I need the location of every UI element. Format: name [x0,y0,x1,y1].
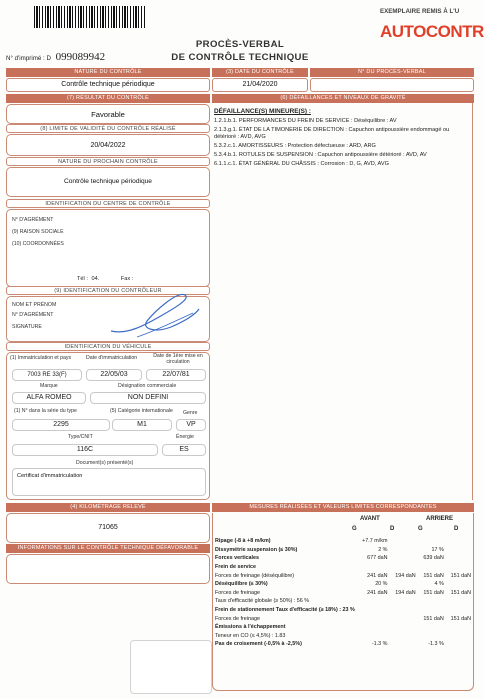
measure-value [355,614,388,623]
col-arriere: ARRIERE [426,516,454,522]
date-immat-value: 22/05/03 [86,369,142,381]
nature-box [6,78,210,92]
col-arriere-d: D [454,526,459,532]
measure-value: 241 daN [367,589,388,596]
defect-item: 5.3.4.b.1. ROTULES DE SUSPENSION : Capuchon antipoussière détérioré : AVD, AV [214,152,427,158]
tel-value: 04. [91,276,100,282]
measure-value [444,597,471,606]
measure-value [416,597,444,606]
measure-value [444,606,471,615]
measure-value: 17 % [431,546,444,553]
measure-value [444,623,471,632]
genre-value: VP [176,419,206,431]
measure-value [444,546,471,555]
measure-value: +7.7 m/km [362,538,388,545]
col-avant: AVANT [360,516,380,522]
date-header: (3) DATE DU CONTRÔLE [212,68,308,77]
center-phone-row [77,276,133,282]
measure-value: 194 daN [395,572,416,579]
measure-value: 151 daN [423,572,444,579]
serial-value: 2295 [12,419,110,431]
measure-label: Forces de freinage (déséquilibre) [215,572,295,579]
defects-header: (6) DÉFAILLANCES ET NIVEAUX DE GRAVITÉ [212,94,474,103]
nature-value: Contrôle technique périodique [61,81,155,88]
measure-row [215,640,471,649]
inspector-signature-label: SIGNATURE [12,324,42,330]
center-raison-label: (9) RAISON SOCIALE [12,229,64,235]
brand-value: ALFA ROMEO [12,392,86,404]
measure-value: 151 daN [423,589,444,596]
measure-value [416,606,444,615]
measure-value [387,554,415,563]
measure-row [215,537,471,546]
docs-box [12,468,206,496]
measure-value: -1.3 % [371,641,388,648]
col-avant-g: G [352,526,357,532]
title-line-2: DE CONTRÔLE TECHNIQUE [171,52,309,63]
measure-value: 194 daN [395,589,416,596]
measure-row [215,554,471,563]
fax-label: Fax : [120,276,134,282]
measure-row [215,563,471,572]
measure-label: Déséquilibre (≤ 30%) [215,581,268,588]
measure-value: 639 daN [423,555,444,562]
measure-value [387,606,415,615]
docs-value: Certificat d'immatriculation [17,473,83,479]
measure-label: Émissions à l'échappement [215,624,286,631]
defects-title: DÉFAILLANCE(S) MINEURE(S) : [214,108,311,115]
measures-table [215,537,471,649]
measure-value [387,632,415,641]
defect-item: 6.1.1.c.1. ÉTAT GÉNÉRAL DU CHÂSSIS : Corrosion : D, G, AVD, AVG [214,161,389,167]
measure-row [215,589,471,598]
type-value: 116C [12,444,158,456]
measure-row [215,597,471,606]
brand-right: CONTR [425,22,484,41]
measure-label: Ripage (-8 à +8 m/km) [215,538,271,545]
measure-value [444,563,471,572]
date-value: 21/04/2020 [242,81,278,88]
validity-box [6,134,210,156]
measure-row [215,632,471,641]
measure-value [387,597,415,606]
measure-value: 20 % [375,581,388,588]
measure-value [355,623,388,632]
inspector-box [6,296,210,342]
measure-value: 151 daN [450,615,471,622]
designation-value: NON DEFINI [90,392,206,404]
first-use-label: Date de 1ère mise en circulation [153,353,203,365]
inspector-header: (9) IDENTIFICATION DU CONTRÔLEUR [6,286,210,295]
center-coords-label: (10) COORDONNÉES [12,241,64,247]
measure-label: Teneur en CO (≤ 4,5%) : 1.83 [215,632,286,639]
measure-value [355,563,388,572]
printed-number-row [6,51,105,63]
mileage-value: 71065 [98,524,118,531]
category-label: (5) Catégorie internationale [110,408,173,414]
copy-note: EXEMPLAIRE REMIS À L'U [380,8,460,15]
info-header: INFORMATIONS SUR LE CONTRÔLE TECHNIQUE DÉFAVORABLE [6,544,210,553]
measure-value [387,563,415,572]
signature-scribble [107,291,203,341]
brand-label: Marque [40,383,58,389]
measure-value [387,580,415,589]
tel-label: Tél : [77,276,88,282]
measure-value: -1.3 % [428,641,444,648]
page-title [140,38,340,64]
center-agrement-label: N° D'AGRÉMENT [12,217,54,223]
validity-header: (8) LIMITE DE VALIDITÉ DU CONTRÔLE RÉALISÉ [6,124,210,133]
measure-value: 151 daN [450,572,471,579]
measure-value: 151 daN [423,615,444,622]
measure-value: 4 % [434,581,444,588]
serial-label: (1) N° dans la série du type [14,408,77,414]
next-control-box [6,167,210,197]
measure-value [444,537,471,546]
pv-header: N° DU PROCÈS-VERBAL [310,68,474,77]
measure-label: Frein de stationnement Taux d'efficacité (≥ 18%) : 23 % [215,607,355,614]
measure-label: Pas de croisement (-0,5% à -2,5%) [215,641,302,648]
date-immat-label: Date d'immatriculation [86,355,138,361]
nature-header: NATURE DU CONTRÔLE [6,68,210,77]
center-box [6,209,210,287]
defect-item: 5.3.2.c.1. AMORTISSEURS : Protection défectueuse : ARD, ARG [214,143,376,149]
immat-value: 7003 RE 33(F) [12,369,82,381]
energy-label: Énergie [176,434,194,440]
measure-value [355,606,388,615]
next-control-header: NATURE DU PROCHAIN CONTRÔLE [6,157,210,166]
designation-label: Désignation commerciale [118,383,177,389]
measure-value [387,537,415,546]
immat-label: (1) Immatriculation et pays [10,355,72,361]
result-box [6,104,210,124]
measure-label: Dissymétrie suspension (≤ 30%) [215,546,298,553]
category-value: M1 [112,419,172,431]
barcode [34,6,146,28]
mileage-header: (4) KILOMÉTRAGE RELEVÉ [6,503,210,512]
type-label: Type/CNIT [68,434,93,440]
measure-value [416,563,444,572]
title-line-1: PROCÈS-VERBAL [195,39,285,50]
inspector-name-label: NOM ET PRÉNOM [12,302,57,308]
measure-value [355,632,388,641]
energy-value: ES [162,444,206,456]
defect-item: 2.1.3.g.1. ÉTAT DE LA TIMONERIE DE DIRECTION : Capuchon antipoussière endommagé ou détérioré : AVD, AVG [214,127,450,140]
measure-label: Forces verticales [215,555,260,562]
printed-label: N° d'imprimé : D [6,55,51,62]
measure-value [355,597,388,606]
center-header: IDENTIFICATION DU CENTRE DE CONTRÔLE [6,199,210,208]
brand-left: AUTO [380,22,426,41]
mileage-box [6,513,210,543]
defects-right-border [472,103,473,500]
measure-value [416,632,444,641]
docs-label: Document(s) présenté(s) [76,460,134,466]
measure-value [444,640,471,649]
measure-value: 677 daN [367,555,388,562]
measure-label: Taux d'efficacité globale (≥ 50%) : 56 % [215,598,310,605]
measure-row [215,580,471,589]
defects-panel [214,108,472,170]
measures-header: MESURES RÉALISÉES ET VALEURS LIMITES CORRESPONDANTES [212,503,474,512]
next-control-value: Contrôle technique périodique [64,178,152,185]
measure-value: 151 daN [450,589,471,596]
measure-value: 241 daN [367,572,388,579]
vehicle-header: IDENTIFICATION DU VÉHICULE [6,342,210,351]
measure-row [215,546,471,555]
first-use-value: 22/07/81 [146,369,206,381]
printed-number: 099089942 [55,51,106,63]
result-value: Favorable [91,110,125,119]
measure-value [387,623,415,632]
measure-value [387,640,415,649]
measure-value [416,537,444,546]
measure-value [387,614,415,623]
defect-item: 1.2.1.b.1. PERFORMANCES DU FREIN DE SERVICE : Déséquilibre : AV [214,118,397,124]
measure-label: Forces de freinage [215,589,260,596]
col-avant-d: D [390,526,395,532]
genre-label: Genre [183,410,198,416]
measure-row [215,606,471,615]
measure-value [416,623,444,632]
measure-label: Frein de service [215,564,257,571]
measure-value: 2 % [378,546,388,553]
measure-row [215,623,471,632]
result-header: (7) RÉSULTAT DU CONTRÔLE [6,94,210,103]
pv-box [310,78,474,92]
bottom-strip [130,640,212,694]
validity-value: 20/04/2022 [90,142,126,149]
measure-label: Forces de freinage [215,615,260,622]
measure-value [444,580,471,589]
measure-value [387,546,415,555]
info-box [6,554,210,584]
brand-logo [380,22,484,42]
date-box [212,78,308,92]
measure-row [215,571,471,580]
measure-row [215,614,471,623]
measure-value [444,632,471,641]
col-arriere-g: G [418,526,423,532]
inspector-agrement-label: N° D'AGRÉMENT [12,312,54,318]
measure-value [444,554,471,563]
